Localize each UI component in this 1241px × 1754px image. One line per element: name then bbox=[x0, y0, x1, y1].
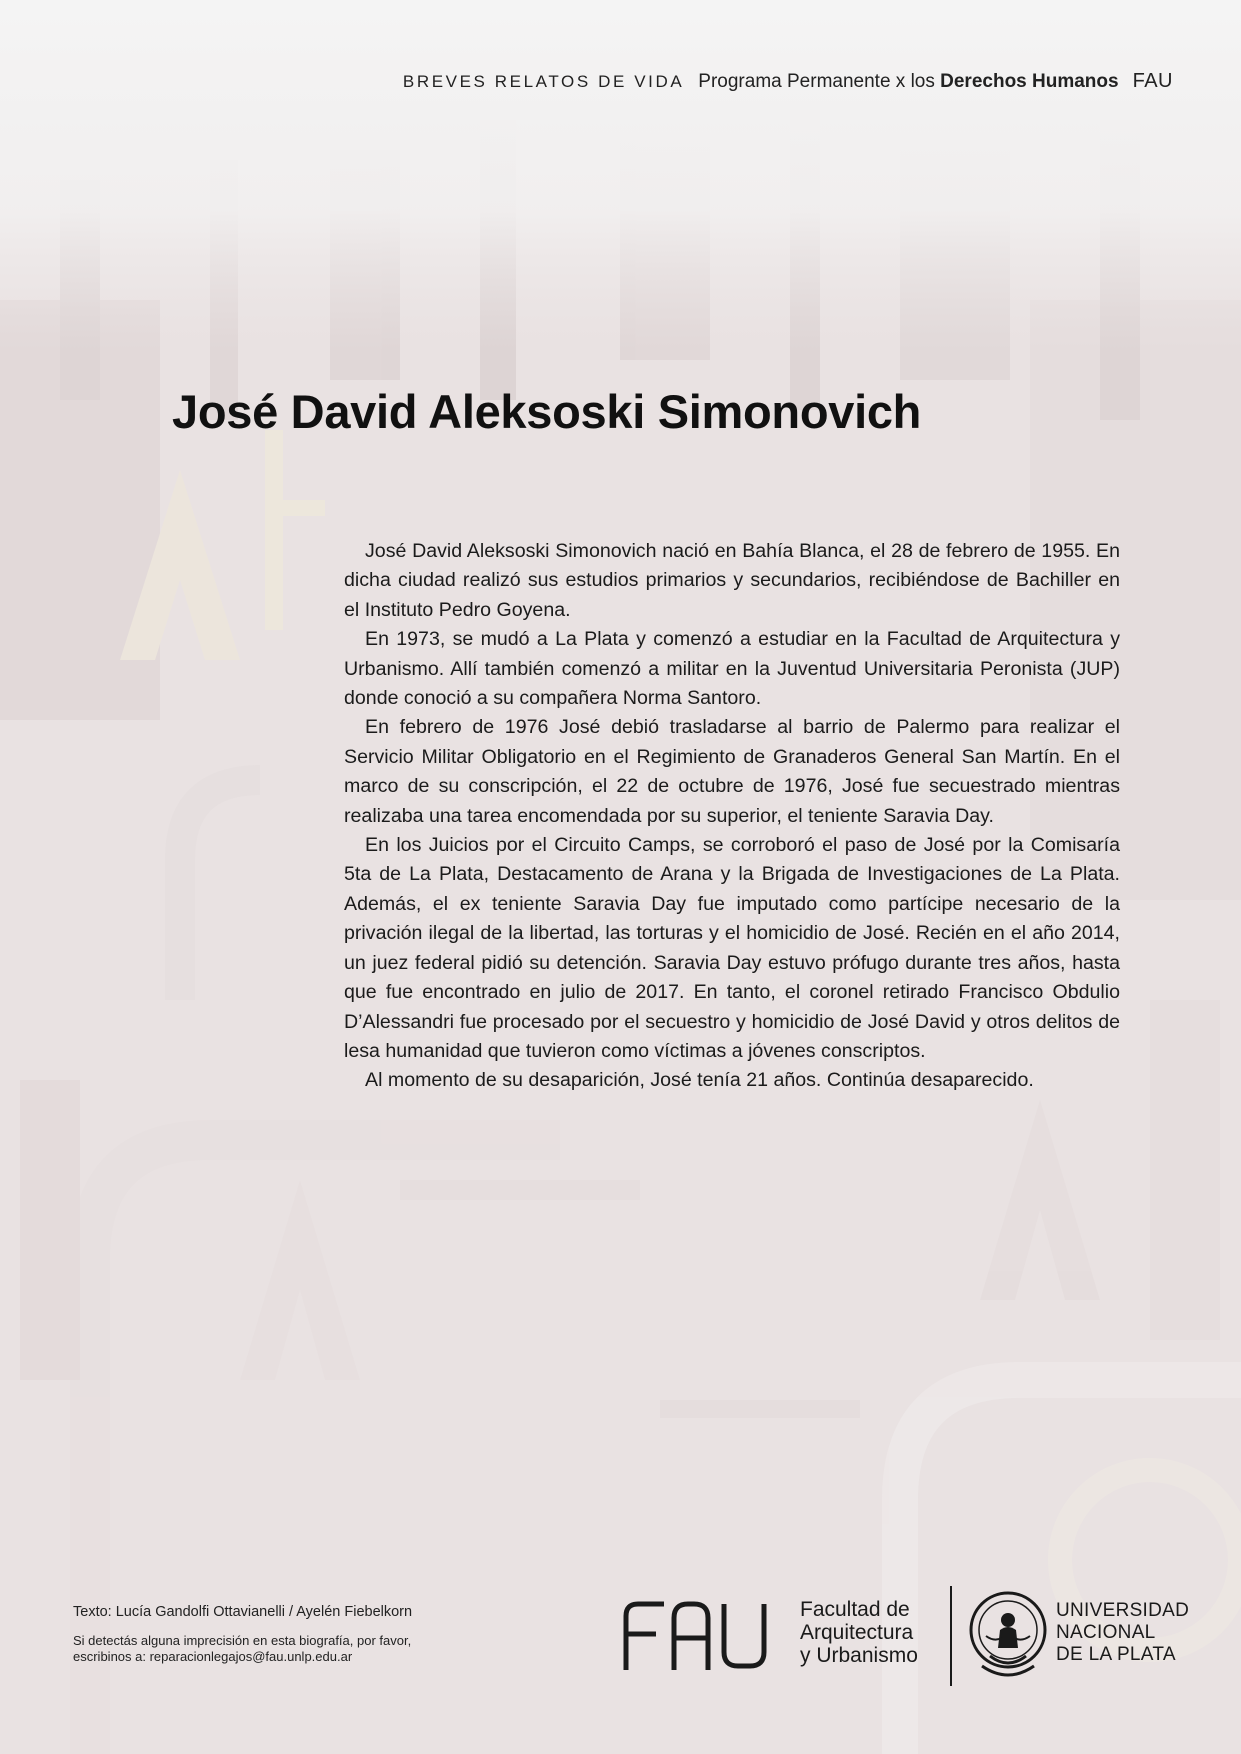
program-bold: Derechos Humanos bbox=[940, 71, 1119, 92]
fau-logo-icon bbox=[622, 1600, 768, 1670]
header-brand: FAU bbox=[1132, 70, 1173, 92]
university-name-line: UNIVERSIDAD bbox=[1056, 1600, 1190, 1621]
institution-logos bbox=[622, 1584, 1190, 1694]
university-seal-icon bbox=[968, 1586, 1048, 1684]
correction-note bbox=[73, 1633, 473, 1665]
program-prefix: Programa Permanente x los bbox=[698, 71, 935, 92]
logo-divider bbox=[950, 1586, 952, 1686]
faculty-name-line: y Urbanismo bbox=[800, 1644, 918, 1667]
series-label: BREVES RELATOS DE VIDA bbox=[402, 72, 685, 91]
faculty-name-line: Arquitectura bbox=[800, 1621, 914, 1644]
bio-paragraph: Al momento de su desaparición, José tenía 21 años. Continúa desaparecido. bbox=[365, 1069, 1034, 1092]
page-title: José David Aleksoski Simonovich bbox=[172, 385, 922, 438]
author-credit: Texto: Lucía Gandolfi Ottavianelli / Ayelén Fiebelkorn bbox=[73, 1604, 413, 1620]
biography bbox=[344, 537, 1120, 1096]
university-name-line: DE LA PLATA bbox=[1056, 1644, 1176, 1665]
correction-note-email[interactable]: escribinos a: reparacionlegajos@fau.unlp.edu.ar bbox=[73, 1649, 353, 1664]
university-name bbox=[1056, 1600, 1189, 1666]
program-label bbox=[698, 71, 1118, 93]
header bbox=[403, 70, 1173, 93]
credits bbox=[73, 1604, 473, 1665]
university-name-line: NACIONAL bbox=[1056, 1622, 1156, 1643]
bio-paragraph: En 1973, se mudó a La Plata y comenzó a estudiar en la Facultad de Arquitectura y Urbanismo. Allí también comenzó a militar en la Juventud Universitaria Peronista (JUP) donde conoció a su compañera Norma Santoro. bbox=[344, 628, 1120, 710]
correction-note-line: Si detectás alguna imprecisión en esta biografía, por favor, bbox=[73, 1633, 412, 1648]
faculty-name bbox=[800, 1598, 918, 1667]
bio-paragraph: José David Aleksoski Simonovich nació en Bahía Blanca, el 28 de febrero de 1955. En dicha ciudad realizó sus estudios primarios y secundarios, recibiéndose de Bachiller en el Instituto Pedro Goyena. bbox=[344, 540, 1120, 621]
faculty-name-line: Facultad de bbox=[800, 1598, 910, 1621]
bio-paragraph: En los Juicios por el Circuito Camps, se corroboró el paso de José por la Comisaría 5ta de La Plata, Destacamento de Arana y la Brigada de Investigaciones de La Plata. Además, el ex teniente Saravia Day fue imputado como partícipe necesario de la privación ilegal de la libertad, las torturas y el homicidio de José. Recién en el año 2014, un juez federal pidió su detención. Saravia Day estuvo prófugo durante tres años, hasta que fue encontrado en julio de 2017. En tanto, el coronel retirado Francisco Obdulio D’Alessandri fue procesado por el secuestro y homicidio de José David y otros delitos de lesa humanidad que tuvieron como víctimas a jóvenes conscriptos. bbox=[344, 834, 1120, 1062]
bio-paragraph: En febrero de 1976 José debió trasladarse al barrio de Palermo para realizar el Servicio Militar Obligatorio en el Regimiento de Granaderos General San Martín. En el marco de su conscripción, el 22 de octubre de 1976, José fue secuestrado mientras realizaba una tarea encomendada por su superior, el teniente Saravia Day. bbox=[344, 716, 1120, 827]
